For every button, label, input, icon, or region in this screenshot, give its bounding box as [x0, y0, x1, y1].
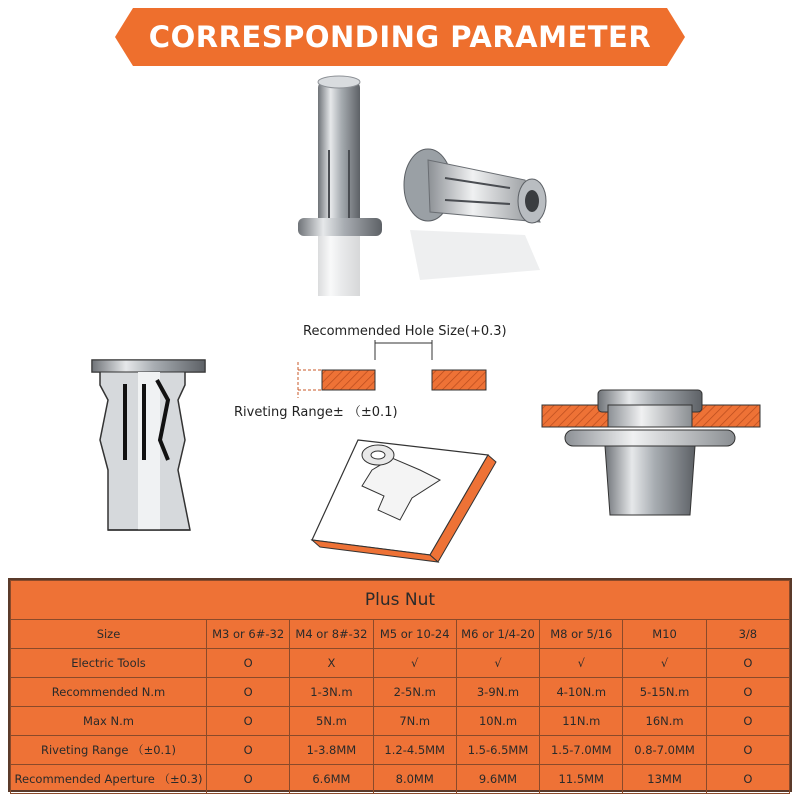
table-cell: √: [373, 649, 456, 678]
table-row: [11, 736, 790, 765]
table-cell: 13MM: [623, 765, 706, 794]
product-illustration: [0, 70, 800, 575]
table-title-row: [11, 581, 790, 620]
table-cell: O: [207, 736, 290, 765]
table-cell: 5N.m: [290, 707, 373, 736]
table-row: [11, 678, 790, 707]
table-cell: 1-3.8MM: [290, 736, 373, 765]
column-header: M5 or 10-24: [373, 620, 456, 649]
table-cell: O: [207, 678, 290, 707]
page-title: CORRESPONDING PARAMETER: [148, 20, 652, 54]
column-header: M3 or 6#-32: [207, 620, 290, 649]
column-header: M4 or 8#-32: [290, 620, 373, 649]
table-cell: √: [540, 649, 623, 678]
table-cell: O: [207, 707, 290, 736]
row-label: Riveting Range （±0.1): [11, 736, 207, 765]
table-cell: 6.6MM: [290, 765, 373, 794]
table-cell: O: [706, 678, 789, 707]
table-cell: 7N.m: [373, 707, 456, 736]
column-header: M10: [623, 620, 706, 649]
table-cell: O: [706, 765, 789, 794]
riveting-range-label: Riveting Range± （±0.1): [234, 405, 398, 420]
plate-hole-diagram: [298, 340, 486, 398]
table-cell: 1-3N.m: [290, 678, 373, 707]
isometric-plate-diagram: [312, 440, 496, 562]
table-cell: 2-5N.m: [373, 678, 456, 707]
table-cell: 11.5MM: [540, 765, 623, 794]
rivet-nut-photo-lying: [404, 149, 546, 280]
table-cell: 1.5-7.0MM: [540, 736, 623, 765]
table-cell: 0.8-7.0MM: [623, 736, 706, 765]
column-header: Size: [11, 620, 207, 649]
table-cell: 1.5-6.5MM: [456, 736, 539, 765]
parameter-table: [8, 578, 792, 792]
table-cell: 5-15N.m: [623, 678, 706, 707]
table-cell: O: [207, 649, 290, 678]
table-row: [11, 765, 790, 794]
table-cell: 10N.m: [456, 707, 539, 736]
table-cell: 1.2-4.5MM: [373, 736, 456, 765]
table-header-row: [11, 620, 790, 649]
title-banner: [115, 8, 685, 66]
column-header: 3/8: [706, 620, 789, 649]
row-label: Recommended N.m: [11, 678, 207, 707]
table-cell: 8.0MM: [373, 765, 456, 794]
table-row: [11, 707, 790, 736]
table-cell: √: [456, 649, 539, 678]
table-cell: √: [623, 649, 706, 678]
table-cell: O: [207, 765, 290, 794]
table-cell: O: [706, 707, 789, 736]
table-cell: O: [706, 649, 789, 678]
table-cell: 4-10N.m: [540, 678, 623, 707]
column-header: M8 or 5/16: [540, 620, 623, 649]
table-cell: 9.6MM: [456, 765, 539, 794]
table-title: Plus Nut: [11, 581, 790, 620]
hole-size-label: Recommended Hole Size(+0.3): [303, 324, 507, 339]
table-cell: X: [290, 649, 373, 678]
table-row: [11, 649, 790, 678]
table-cell: 3-9N.m: [456, 678, 539, 707]
table-cell: O: [706, 736, 789, 765]
row-label: Max N.m: [11, 707, 207, 736]
rivet-nut-section-diagram: [92, 360, 205, 530]
installed-nut-diagram: [542, 390, 760, 515]
row-label: Recommended Aperture （±0.3): [11, 765, 207, 794]
table-cell: 11N.m: [540, 707, 623, 736]
row-label: Electric Tools: [11, 649, 207, 678]
column-header: M6 or 1/4-20: [456, 620, 539, 649]
table-cell: 16N.m: [623, 707, 706, 736]
rivet-nut-photo-standing: [298, 76, 382, 296]
